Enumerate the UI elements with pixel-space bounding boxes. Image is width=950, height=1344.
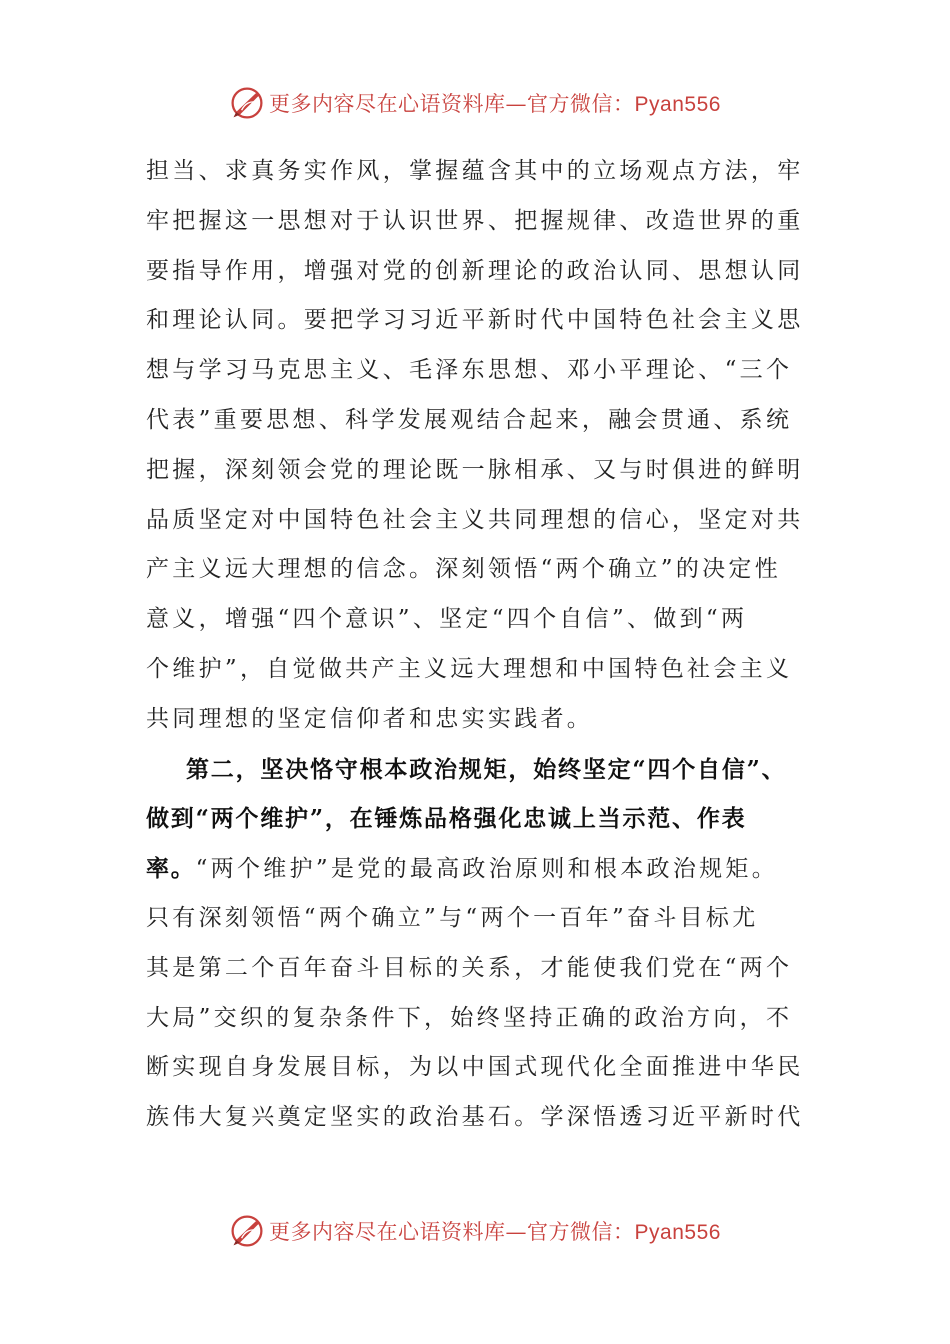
text-span: “两个维护”是党的最高政治原则和根本政治规矩。 bbox=[195, 856, 779, 883]
text-line: 意义，增强“四个意识”、坚定“四个自信”、做到“两 bbox=[146, 606, 748, 633]
footer-banner-text: 更多内容尽在心语资料库—官方微信：Pyan556 bbox=[269, 1220, 721, 1244]
footer-banner bbox=[0, 1211, 950, 1251]
text-line: 品质坚定对中国特色社会主义共同理想的信心，坚定对共 bbox=[146, 506, 804, 533]
text-line: 代表”重要思想、科学发展观结合起来，融会贯通、系统 bbox=[146, 406, 793, 433]
text-line: 把握，深刻领会党的理论既一脉相承、又与时俱进的鲜明 bbox=[146, 456, 804, 483]
section-heading-line-3 bbox=[146, 844, 810, 894]
text-line: 个维护”，自觉做共产主义远大理想和中国特色社会主义 bbox=[146, 655, 793, 682]
text-line: 族伟大复兴奠定坚实的政治基石。学深悟透习近平新时代 bbox=[146, 1104, 804, 1131]
pen-logo-icon bbox=[229, 85, 265, 121]
text-line: 断实现自身发展目标，为以中国式现代化全面推进中华民 bbox=[146, 1054, 804, 1081]
header-wechat-id: Pyan556 bbox=[634, 93, 721, 116]
text-line: 其是第二个百年奋斗目标的关系，才能使我们党在“两个 bbox=[146, 954, 793, 981]
text-line: 牢把握这一思想对于认识世界、把握规律、改造世界的重 bbox=[146, 207, 804, 234]
pen-logo-icon bbox=[229, 1213, 265, 1249]
text-line: 共同理想的坚定信仰者和忠实实践者。 bbox=[146, 705, 594, 732]
header-banner-text: 更多内容尽在心语资料库—官方微信：Pyan556 bbox=[269, 92, 721, 116]
text-line: 担当、求真务实作风，掌握蕴含其中的立场观点方法，牢 bbox=[146, 158, 804, 184]
text-line: 和理论认同。要把学习习近平新时代中国特色社会主义思 bbox=[146, 307, 804, 334]
document-body bbox=[146, 147, 810, 1143]
text-line: 大局”交织的复杂条件下，始终坚持正确的政治方向，不 bbox=[146, 1004, 793, 1031]
section-heading-line-2: 做到“两个维护”，在锤炼品格强化忠诚上当示范、作表 bbox=[146, 805, 747, 833]
text-line: 产主义远大理想的信念。深刻领悟“两个确立”的决定性 bbox=[146, 556, 782, 583]
text-line: 要指导作用，增强对党的创新理论的政治认同、思想认同 bbox=[146, 257, 804, 284]
text-line: 只有深刻领悟“两个确立”与“两个一百年”奋斗目标尤 bbox=[146, 904, 759, 931]
section-heading-end: 率。 bbox=[146, 855, 196, 883]
footer-wechat-id: Pyan556 bbox=[634, 1221, 721, 1244]
header-banner bbox=[0, 83, 950, 123]
section-heading-line-1: 第二，坚决恪守根本政治规矩，始终坚定“四个自信”、 bbox=[186, 755, 787, 783]
text-line: 想与学习马克思主义、毛泽东思想、邓小平理论、“三个 bbox=[146, 357, 793, 384]
